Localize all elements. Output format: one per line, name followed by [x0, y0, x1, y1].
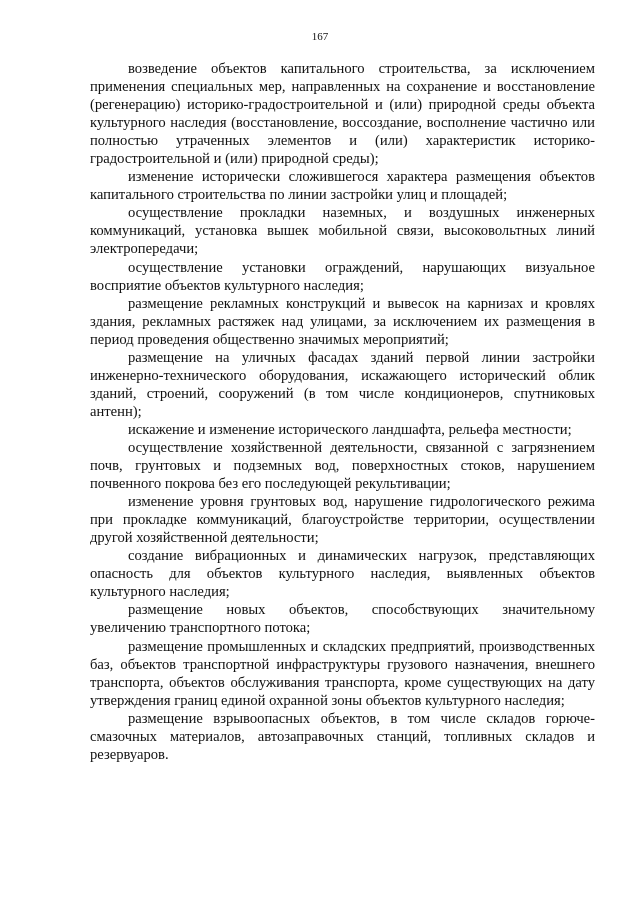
paragraph: возведение объектов капитального строительства, за исключением применения специальных мер, направленных на сохранение и восстановление (регенерацию) историко-градостроительной и (или) природной среды объекта культурного наследия (восстановление, воссоздание, восполнение частично или полностью утраченных элементов и (или) характеристик историко-градостроительной и (или) природной среды);	[90, 61, 595, 168]
document-body	[90, 60, 595, 764]
paragraph: размещение новых объектов, способствующих значительному увеличению транспортного потока;	[90, 602, 595, 637]
paragraph: искажение и изменение исторического ландшафта, рельефа местности;	[128, 421, 572, 438]
paragraph: изменение исторически сложившегося характера размещения объектов капитального строительства по линии застройки улиц и площадей;	[90, 169, 595, 204]
page-number: 167	[311, 31, 329, 43]
paragraph: размещение рекламных конструкций и вывесок на карнизах и кровлях здания, рекламных растяжек над улицами, за исключением их размещения в период проведения общественно значимых мероприятий;	[90, 295, 595, 348]
paragraph: осуществление прокладки наземных, и воздушных инженерных коммуникаций, установка вышек мобильной связи, высоковольтных линий электропередачи;	[90, 205, 595, 258]
paragraph: создание вибрационных и динамических нагрузок, представляющих опасность для объектов культурного наследия, выявленных объектов культурного наследия;	[90, 548, 595, 601]
paragraph: размещение промышленных и складских предприятий, производственных баз, объектов транспортной инфраструктуры грузового назначения, внешнего транспорта, объектов обслуживания транспорта, кроме существующих на дату утверждения границ единой охранной зоны объектов культурного наследия;	[90, 638, 595, 709]
paragraph: размещение на уличных фасадах зданий первой линии застройки инженерно-технического оборудования, искажающего исторический облик зданий, строений, сооружений (в том числе кондиционеров, спутниковых антенн);	[90, 349, 595, 420]
paragraph: изменение уровня грунтовых вод, нарушение гидрологического режима при прокладке коммуникаций, благоустройстве территории, осуществлении другой хозяйственной деятельности;	[90, 494, 595, 547]
paragraph: осуществление установки ограждений, нарушающих визуальное восприятие объектов культурного наследия;	[90, 259, 595, 294]
paragraph: осуществление хозяйственной деятельности, связанной с загрязнением почв, грунтовых и подземных вод, поверхностных стоков, нарушением почвенного покрова без его последующей рекультивации;	[90, 439, 595, 493]
paragraph: размещение взрывоопасных объектов, в том числе складов горюче-смазочных материалов, автозаправочных станций, топливных складов и резервуаров.	[90, 710, 595, 763]
